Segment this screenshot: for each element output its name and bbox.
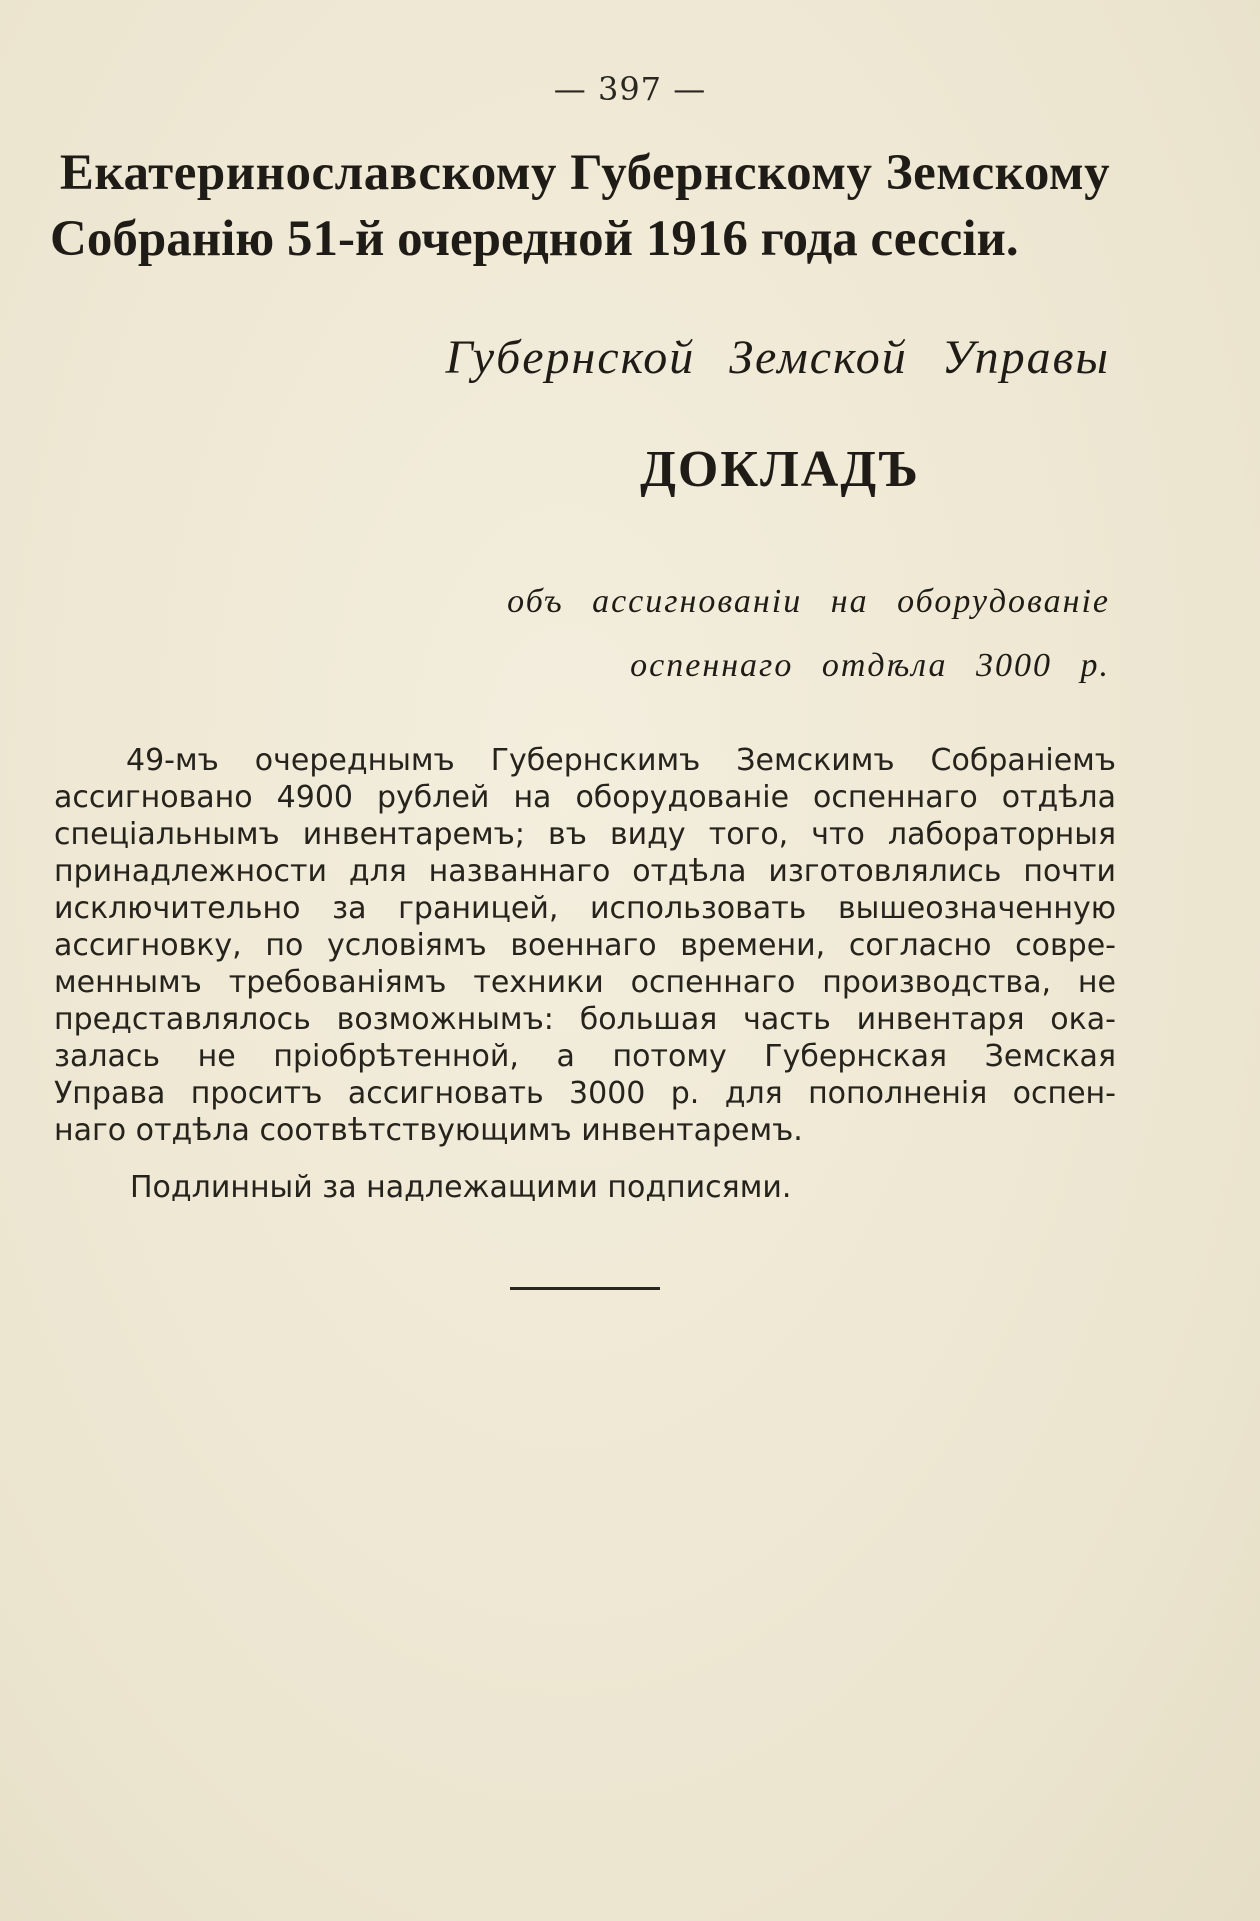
body-line: спеціальнымъ инвентаремъ; въ виду того, что лабораторныя [54, 817, 1116, 852]
body-line: ассигновано 4900 рублей на оборудованіе оспеннаго отдѣла [54, 780, 1116, 815]
body-line: Управа проситъ ассигновать 3000 р. для пополненія оспен- [54, 1076, 1116, 1111]
document-subheading: Губернской Земской Управы [445, 331, 1110, 384]
body-paragraph [54, 742, 1116, 1149]
body-line: исключительно за границей, использовать вышеозначенную [54, 891, 1116, 926]
document-subject [410, 570, 1110, 698]
body-line: принадлежности для названнаго отдѣла изготовлялись почти [54, 854, 1116, 889]
heading-line-2: Собранію 51-й очередной 1916 года сессіи. [50, 211, 1019, 267]
body-line: ассигновку, по условіямъ военнаго времени, согласно совре- [54, 928, 1116, 963]
signature-note: Подлинный за надлежащими подписями. [130, 1170, 792, 1205]
document-title: ДОКЛАДЪ [640, 441, 920, 498]
body-line-last: наго отдѣла соотвѣтствующимъ инвентаремъ. [54, 1113, 803, 1148]
heading-line-1: Екатеринославскому Губернскому Земскому [59, 145, 1111, 201]
body-line: залась не пріобрѣтенной, а потому Губернская Земская [54, 1039, 1116, 1074]
subject-line-2: оспеннаго отдѣла 3000 р. [630, 647, 1110, 684]
closing-rule [510, 1287, 660, 1290]
body-line: представлялось возможнымъ: большая часть инвентаря ока- [54, 1002, 1116, 1037]
page-number: — 397 — [553, 70, 707, 108]
document-heading [50, 140, 1120, 272]
subject-line-1: объ ассигнованіи на оборудованіе [507, 583, 1110, 620]
body-line: меннымъ требованіямъ техники оспеннаго производства, не [54, 965, 1116, 1000]
body-line: 49-мъ очереднымъ Губернскимъ Земскимъ Собраніемъ [126, 743, 1116, 778]
